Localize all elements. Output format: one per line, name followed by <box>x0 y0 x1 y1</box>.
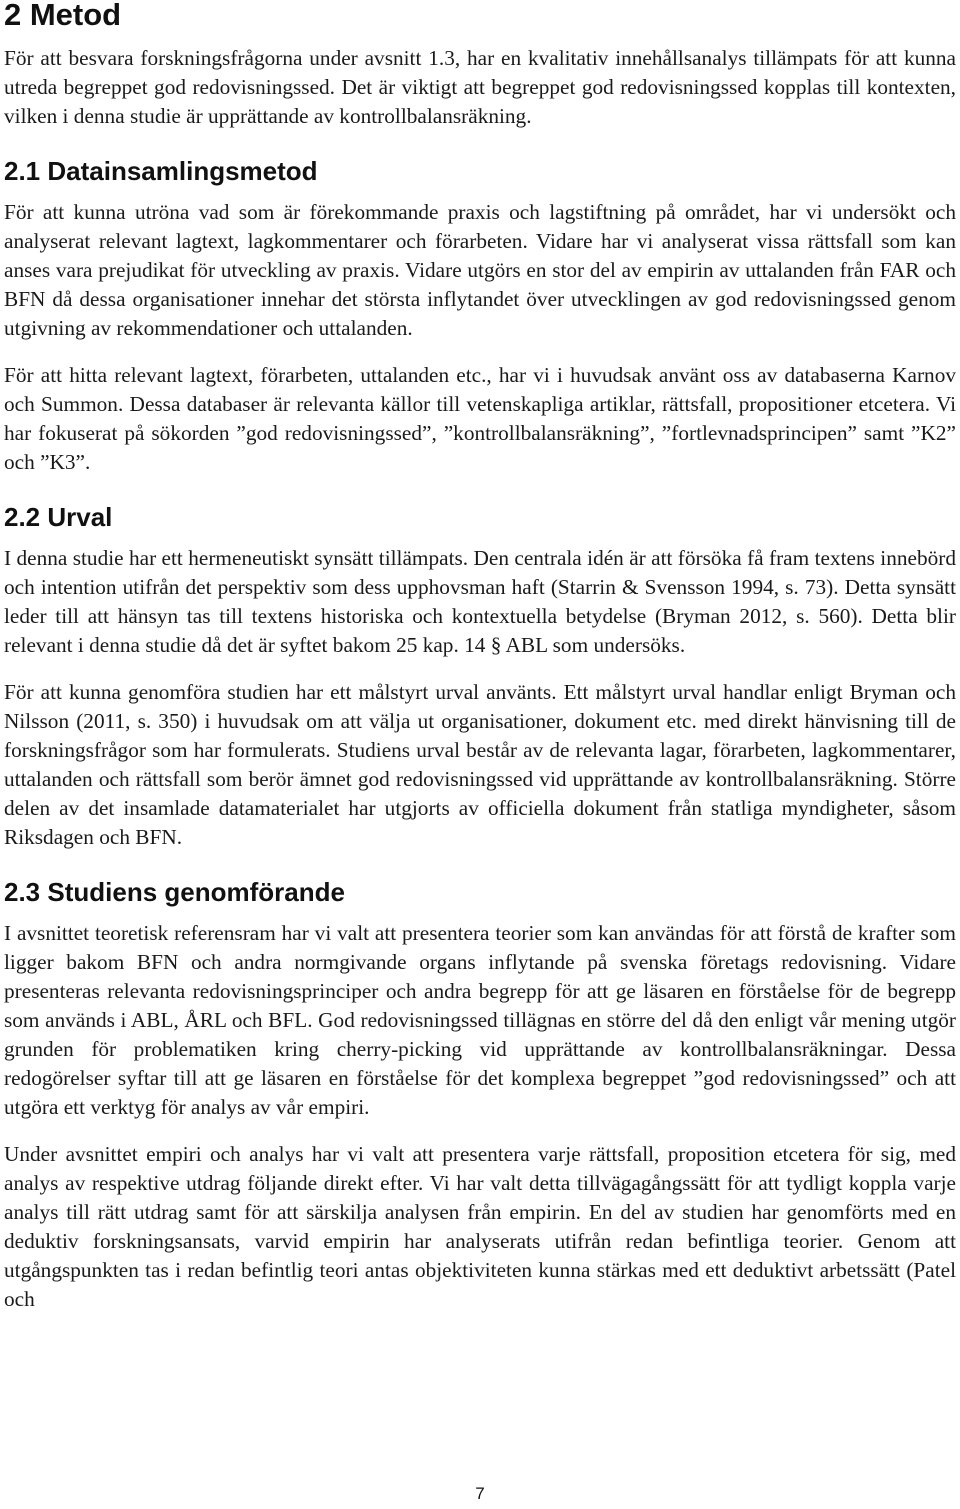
paragraph: För att kunna utröna vad som är förekommande praxis och lagstiftning på området, har vi undersökt och analyserat relevant lagtext, lagkommentarer och förarbeten. Vidare har vi analyserat vissa rättsfall som kan anses vara prejudikat för utveckling av praxis. Vidare utgörs en stor del av empirin av uttalanden från FAR och BFN då dessa organisationer innehar det största inflytandet över utvecklingen av god redovisningssed genom utgivning av rekommendationer och uttalanden. <box>4 200 956 340</box>
paragraph: För att kunna genomföra studien har ett målstyrt urval använts. Ett målstyrt urval handlar enligt Bryman och Nilsson (2011, s. 350) i huvudsak om att välja ut organisationer, dokument etc. med direkt hänvisning till de forskningsfrågor som har formulerats. Studiens urval består av de relevanta lagar, förarbeten, lagkommentarer, uttalanden och rättsfall som berör ämnet god redovisningssed vid upprättande av kontrollbalansräkning. Större delen av det insamlade datamaterialet har utgjorts av officiella dokument från statliga myndigheter, såsom Riksdagen och BFN. <box>4 680 956 849</box>
chapter-heading: 2 Metod <box>4 0 122 32</box>
paragraph: I avsnittet teoretisk referensram har vi valt att presentera teorier som kan användas för att förstå de krafter som ligger bakom BFN och andra normgivande organs inflytande på svenska företags redovisning. Vidare presenteras relevanta redovisningsprinciper och andra begrepp för att ge läsaren en förståelse för de begrepp som används i ABL, ÅRL och BFL. God redovisningssed tillägnas en större del då den enligt vår mening utgör grunden för problematiken kring cherry-picking vid upprättande av kontrollbalansräkningar. Dessa redogörelser syftar till att ge läsaren en förståelse för det komplexa begreppet ”god redovisningssed” och att utgöra ett verktyg för analys av vår empiri. <box>4 921 956 1119</box>
intro-paragraph: För att besvara forskningsfrågorna under avsnitt 1.3, har en kvalitativ innehållsanalys tillämpats för att kunna utreda begreppet god redovisningssed. Det är viktigt att begreppet god redovisningssed kopplas till kontexten, vilken i denna studie är upprättande av kontrollbalansräkning. <box>4 46 956 128</box>
section-heading-urval: 2.2 Urval <box>4 502 113 532</box>
section-heading-studiens-genomforande: 2.3 Studiens genomförande <box>4 877 345 907</box>
document-page <box>4 0 956 1314</box>
paragraph: I denna studie har ett hermeneutiskt synsätt tillämpats. Den centrala idén är att försöka få fram textens innebörd och intention utifrån det perspektiv som dess upphovsman haft (Starrin & Svensson 1994, s. 73). Detta synsätt leder till att hänsyn tas till textens historiska och kontextuella betydelse (Bryman 2012, s. 560). Detta blir relevant i denna studie då det är syftet bakom 25 kap. 14 § ABL som undersöks. <box>4 546 956 657</box>
section-heading-datainsamlingsmetod: 2.1 Datainsamlingsmetod <box>4 156 318 186</box>
paragraph: För att hitta relevant lagtext, förarbeten, uttalanden etc., har vi i huvudsak använt oss av databaserna Karnov och Summon. Dessa databaser är relevanta källor till vetenskapliga artiklar, rättsfall, propositioner etcetera. Vi har fokuserat på sökorden ”god redovisningssed”, ”kontrollbalansräkning”, ”fortlevnadsprincipen” samt ”K2” och ”K3”. <box>4 363 956 474</box>
paragraph: Under avsnittet empiri och analys har vi valt att presentera varje rättsfall, proposition etcetera för sig, med analys av respektive utdrag följande direkt efter. Vi har valt detta tillvägagångssätt för att tydligt koppla varje analys till rätt utdrag samt för att särskilja analysen från empirin. En del av studien har genomförts med en deduktiv forskningsansats, varvid empirin har analyserats utifrån redan befintliga teorier. Genom att utgångspunkten tas i redan befintlig teori antas objektiviteten kunna stärkas med ett deduktivt arbetssätt (Patel och <box>4 1142 956 1311</box>
page-number: 7 <box>475 1484 485 1503</box>
